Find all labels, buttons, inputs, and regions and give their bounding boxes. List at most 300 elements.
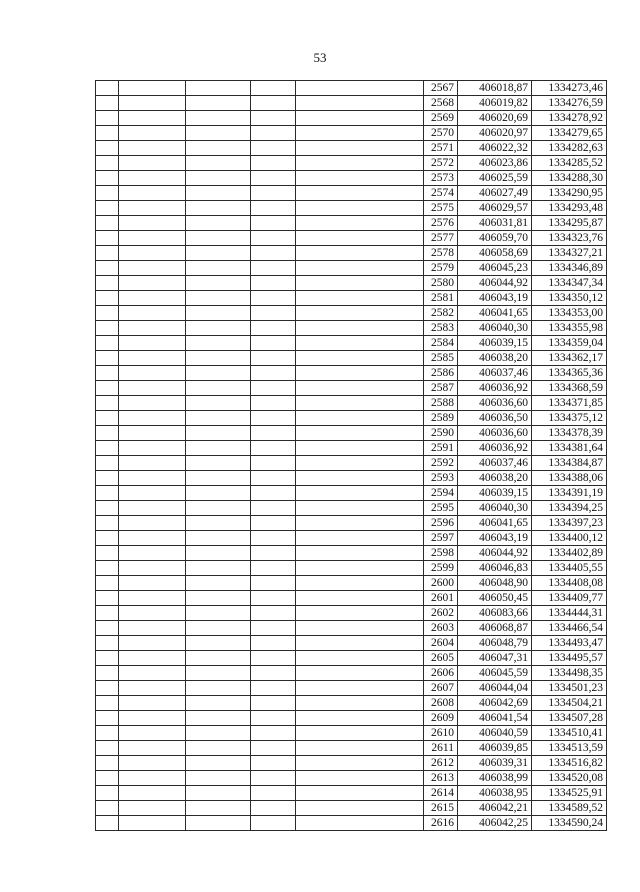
empty-cell [186, 621, 251, 636]
x-coordinate-cell: 406047,31 [458, 651, 532, 666]
empty-cell [296, 531, 424, 546]
x-coordinate-cell: 406036,60 [458, 396, 532, 411]
table-row [96, 726, 607, 741]
table-row [96, 741, 607, 756]
empty-cell [96, 756, 119, 771]
empty-cell [96, 576, 119, 591]
table-row [96, 531, 607, 546]
point-number-cell: 2593 [424, 471, 458, 486]
empty-cell [251, 441, 296, 456]
x-coordinate-cell: 406036,92 [458, 441, 532, 456]
table-row [96, 576, 607, 591]
empty-cell [251, 471, 296, 486]
empty-cell [296, 726, 424, 741]
empty-cell [96, 726, 119, 741]
y-coordinate-cell: 1334384,87 [532, 456, 607, 471]
y-coordinate-cell: 1334388,06 [532, 471, 607, 486]
empty-cell [186, 231, 251, 246]
empty-cell [96, 306, 119, 321]
point-number-cell: 2580 [424, 276, 458, 291]
empty-cell [96, 111, 119, 126]
y-coordinate-cell: 1334273,46 [532, 81, 607, 96]
empty-cell [96, 441, 119, 456]
empty-cell [251, 261, 296, 276]
empty-cell [296, 426, 424, 441]
point-number-cell: 2574 [424, 186, 458, 201]
point-number-cell: 2584 [424, 336, 458, 351]
empty-cell [251, 546, 296, 561]
empty-cell [119, 501, 186, 516]
empty-cell [119, 291, 186, 306]
empty-cell [186, 486, 251, 501]
y-coordinate-cell: 1334444,31 [532, 606, 607, 621]
y-coordinate-cell: 1334288,30 [532, 171, 607, 186]
empty-cell [119, 486, 186, 501]
y-coordinate-cell: 1334507,28 [532, 711, 607, 726]
empty-cell [96, 411, 119, 426]
x-coordinate-cell: 406048,90 [458, 576, 532, 591]
empty-cell [96, 651, 119, 666]
empty-cell [296, 231, 424, 246]
x-coordinate-cell: 406036,92 [458, 381, 532, 396]
point-number-cell: 2595 [424, 501, 458, 516]
empty-cell [251, 81, 296, 96]
y-coordinate-cell: 1334493,47 [532, 636, 607, 651]
empty-cell [296, 321, 424, 336]
x-coordinate-cell: 406018,87 [458, 81, 532, 96]
empty-cell [119, 411, 186, 426]
point-number-cell: 2609 [424, 711, 458, 726]
x-coordinate-cell: 406042,25 [458, 816, 532, 831]
x-coordinate-cell: 406042,21 [458, 801, 532, 816]
empty-cell [96, 126, 119, 141]
point-number-cell: 2612 [424, 756, 458, 771]
empty-cell [186, 771, 251, 786]
y-coordinate-cell: 1334359,04 [532, 336, 607, 351]
empty-cell [251, 141, 296, 156]
x-coordinate-cell: 406041,54 [458, 711, 532, 726]
y-coordinate-cell: 1334362,17 [532, 351, 607, 366]
empty-cell [186, 246, 251, 261]
point-number-cell: 2586 [424, 366, 458, 381]
empty-cell [186, 756, 251, 771]
table-row [96, 141, 607, 156]
empty-cell [119, 366, 186, 381]
empty-cell [119, 561, 186, 576]
point-number-cell: 2578 [424, 246, 458, 261]
y-coordinate-cell: 1334346,89 [532, 261, 607, 276]
empty-cell [251, 531, 296, 546]
y-coordinate-cell: 1334381,64 [532, 441, 607, 456]
empty-cell [296, 606, 424, 621]
table-row [96, 591, 607, 606]
point-number-cell: 2591 [424, 441, 458, 456]
x-coordinate-cell: 406040,30 [458, 321, 532, 336]
y-coordinate-cell: 1334350,12 [532, 291, 607, 306]
empty-cell [251, 561, 296, 576]
table-row [96, 636, 607, 651]
empty-cell [251, 741, 296, 756]
empty-cell [186, 411, 251, 426]
x-coordinate-cell: 406044,04 [458, 681, 532, 696]
x-coordinate-cell: 406037,46 [458, 366, 532, 381]
empty-cell [251, 756, 296, 771]
x-coordinate-cell: 406025,59 [458, 171, 532, 186]
empty-cell [119, 636, 186, 651]
empty-cell [296, 156, 424, 171]
empty-cell [251, 516, 296, 531]
empty-cell [186, 711, 251, 726]
y-coordinate-cell: 1334589,52 [532, 801, 607, 816]
empty-cell [186, 156, 251, 171]
y-coordinate-cell: 1334510,41 [532, 726, 607, 741]
empty-cell [96, 216, 119, 231]
empty-cell [119, 156, 186, 171]
empty-cell [251, 576, 296, 591]
y-coordinate-cell: 1334278,92 [532, 111, 607, 126]
empty-cell [296, 141, 424, 156]
point-number-cell: 2600 [424, 576, 458, 591]
empty-cell [251, 606, 296, 621]
point-number-cell: 2604 [424, 636, 458, 651]
empty-cell [186, 606, 251, 621]
empty-cell [96, 666, 119, 681]
x-coordinate-cell: 406045,59 [458, 666, 532, 681]
x-coordinate-cell: 406036,50 [458, 411, 532, 426]
empty-cell [119, 756, 186, 771]
empty-cell [296, 621, 424, 636]
empty-cell [296, 486, 424, 501]
x-coordinate-cell: 406044,92 [458, 276, 532, 291]
empty-cell [96, 696, 119, 711]
empty-cell [296, 756, 424, 771]
empty-cell [251, 771, 296, 786]
x-coordinate-cell: 406022,32 [458, 141, 532, 156]
empty-cell [251, 381, 296, 396]
point-number-cell: 2594 [424, 486, 458, 501]
empty-cell [186, 426, 251, 441]
empty-cell [186, 96, 251, 111]
empty-cell [119, 306, 186, 321]
empty-cell [96, 801, 119, 816]
table-row [96, 306, 607, 321]
empty-cell [251, 591, 296, 606]
point-number-cell: 2585 [424, 351, 458, 366]
empty-cell [96, 381, 119, 396]
point-number-cell: 2597 [424, 531, 458, 546]
empty-cell [119, 696, 186, 711]
table-row [96, 681, 607, 696]
empty-cell [186, 216, 251, 231]
point-number-cell: 2601 [424, 591, 458, 606]
page-number: 53 [313, 50, 327, 65]
point-number-cell: 2581 [424, 291, 458, 306]
empty-cell [186, 336, 251, 351]
point-number-cell: 2569 [424, 111, 458, 126]
x-coordinate-cell: 406046,83 [458, 561, 532, 576]
point-number-cell: 2572 [424, 156, 458, 171]
empty-cell [119, 321, 186, 336]
empty-cell [251, 501, 296, 516]
empty-cell [296, 516, 424, 531]
x-coordinate-cell: 406044,92 [458, 546, 532, 561]
empty-cell [251, 291, 296, 306]
table-row [96, 96, 607, 111]
x-coordinate-cell: 406040,59 [458, 726, 532, 741]
empty-cell [296, 201, 424, 216]
empty-cell [251, 336, 296, 351]
empty-cell [251, 216, 296, 231]
empty-cell [96, 276, 119, 291]
point-number-cell: 2596 [424, 516, 458, 531]
y-coordinate-cell: 1334402,89 [532, 546, 607, 561]
empty-cell [96, 816, 119, 831]
empty-cell [96, 171, 119, 186]
empty-cell [119, 816, 186, 831]
x-coordinate-cell: 406038,95 [458, 786, 532, 801]
empty-cell [119, 351, 186, 366]
empty-cell [251, 711, 296, 726]
empty-cell [296, 681, 424, 696]
empty-cell [186, 546, 251, 561]
table-row [96, 651, 607, 666]
x-coordinate-cell: 406029,57 [458, 201, 532, 216]
point-number-cell: 2592 [424, 456, 458, 471]
x-coordinate-cell: 406058,69 [458, 246, 532, 261]
table-row [96, 111, 607, 126]
empty-cell [119, 456, 186, 471]
empty-cell [96, 516, 119, 531]
y-coordinate-cell: 1334525,91 [532, 786, 607, 801]
empty-cell [296, 111, 424, 126]
empty-cell [251, 186, 296, 201]
empty-cell [296, 471, 424, 486]
empty-cell [251, 246, 296, 261]
table-row [96, 126, 607, 141]
y-coordinate-cell: 1334498,35 [532, 666, 607, 681]
x-coordinate-cell: 406083,66 [458, 606, 532, 621]
point-number-cell: 2605 [424, 651, 458, 666]
table-row [96, 816, 607, 831]
empty-cell [186, 816, 251, 831]
empty-cell [296, 666, 424, 681]
empty-cell [186, 516, 251, 531]
coordinates-table [95, 80, 607, 831]
point-number-cell: 2588 [424, 396, 458, 411]
x-coordinate-cell: 406038,20 [458, 351, 532, 366]
x-coordinate-cell: 406041,65 [458, 306, 532, 321]
point-number-cell: 2599 [424, 561, 458, 576]
table-row [96, 801, 607, 816]
empty-cell [96, 186, 119, 201]
empty-cell [251, 306, 296, 321]
table-row [96, 201, 607, 216]
empty-cell [296, 801, 424, 816]
empty-cell [119, 546, 186, 561]
y-coordinate-cell: 1334327,21 [532, 246, 607, 261]
x-coordinate-cell: 406068,87 [458, 621, 532, 636]
empty-cell [119, 441, 186, 456]
empty-cell [96, 771, 119, 786]
empty-cell [296, 771, 424, 786]
point-number-cell: 2607 [424, 681, 458, 696]
empty-cell [186, 396, 251, 411]
empty-cell [186, 681, 251, 696]
empty-cell [119, 771, 186, 786]
y-coordinate-cell: 1334400,12 [532, 531, 607, 546]
empty-cell [186, 696, 251, 711]
empty-cell [251, 486, 296, 501]
empty-cell [119, 186, 186, 201]
empty-cell [251, 786, 296, 801]
y-coordinate-cell: 1334397,23 [532, 516, 607, 531]
x-coordinate-cell: 406043,19 [458, 531, 532, 546]
point-number-cell: 2615 [424, 801, 458, 816]
y-coordinate-cell: 1334371,85 [532, 396, 607, 411]
table-row [96, 351, 607, 366]
empty-cell [296, 636, 424, 651]
y-coordinate-cell: 1334516,82 [532, 756, 607, 771]
empty-cell [119, 801, 186, 816]
table-row [96, 186, 607, 201]
empty-cell [119, 786, 186, 801]
empty-cell [251, 321, 296, 336]
empty-cell [96, 336, 119, 351]
empty-cell [186, 561, 251, 576]
table-row [96, 426, 607, 441]
empty-cell [296, 261, 424, 276]
table-row [96, 171, 607, 186]
empty-cell [96, 711, 119, 726]
x-coordinate-cell: 406020,69 [458, 111, 532, 126]
x-coordinate-cell: 406042,69 [458, 696, 532, 711]
point-number-cell: 2577 [424, 231, 458, 246]
y-coordinate-cell: 1334590,24 [532, 816, 607, 831]
table-row [96, 471, 607, 486]
empty-cell [119, 231, 186, 246]
empty-cell [186, 666, 251, 681]
empty-cell [96, 501, 119, 516]
x-coordinate-cell: 406023,86 [458, 156, 532, 171]
point-number-cell: 2570 [424, 126, 458, 141]
table-row [96, 606, 607, 621]
empty-cell [186, 111, 251, 126]
empty-cell [119, 666, 186, 681]
empty-cell [251, 726, 296, 741]
empty-cell [186, 651, 251, 666]
empty-cell [186, 306, 251, 321]
point-number-cell: 2575 [424, 201, 458, 216]
point-number-cell: 2608 [424, 696, 458, 711]
empty-cell [296, 96, 424, 111]
x-coordinate-cell: 406036,60 [458, 426, 532, 441]
empty-cell [186, 456, 251, 471]
table-row [96, 396, 607, 411]
empty-cell [119, 381, 186, 396]
empty-cell [119, 336, 186, 351]
y-coordinate-cell: 1334409,77 [532, 591, 607, 606]
empty-cell [296, 576, 424, 591]
empty-cell [251, 111, 296, 126]
point-number-cell: 2567 [424, 81, 458, 96]
table-row [96, 771, 607, 786]
empty-cell [251, 456, 296, 471]
empty-cell [296, 351, 424, 366]
point-number-cell: 2602 [424, 606, 458, 621]
empty-cell [119, 471, 186, 486]
empty-cell [296, 741, 424, 756]
point-number-cell: 2576 [424, 216, 458, 231]
empty-cell [296, 81, 424, 96]
x-coordinate-cell: 406020,97 [458, 126, 532, 141]
empty-cell [296, 306, 424, 321]
table-row [96, 561, 607, 576]
empty-cell [119, 396, 186, 411]
empty-cell [296, 816, 424, 831]
empty-cell [119, 276, 186, 291]
empty-cell [119, 426, 186, 441]
table-row [96, 291, 607, 306]
empty-cell [96, 156, 119, 171]
point-number-cell: 2568 [424, 96, 458, 111]
point-number-cell: 2573 [424, 171, 458, 186]
y-coordinate-cell: 1334276,59 [532, 96, 607, 111]
empty-cell [296, 456, 424, 471]
table-row [96, 696, 607, 711]
x-coordinate-cell: 406038,99 [458, 771, 532, 786]
empty-cell [251, 651, 296, 666]
empty-cell [119, 96, 186, 111]
empty-cell [186, 321, 251, 336]
table-row [96, 546, 607, 561]
table-row [96, 666, 607, 681]
y-coordinate-cell: 1334495,57 [532, 651, 607, 666]
table-row [96, 486, 607, 501]
empty-cell [251, 96, 296, 111]
table-row [96, 756, 607, 771]
y-coordinate-cell: 1334355,98 [532, 321, 607, 336]
empty-cell [96, 246, 119, 261]
x-coordinate-cell: 406059,70 [458, 231, 532, 246]
x-coordinate-cell: 406039,15 [458, 486, 532, 501]
y-coordinate-cell: 1334466,54 [532, 621, 607, 636]
table-row [96, 501, 607, 516]
empty-cell [296, 786, 424, 801]
y-coordinate-cell: 1334282,63 [532, 141, 607, 156]
empty-cell [119, 81, 186, 96]
table-row [96, 411, 607, 426]
empty-cell [119, 576, 186, 591]
y-coordinate-cell: 1334323,76 [532, 231, 607, 246]
empty-cell [296, 336, 424, 351]
y-coordinate-cell: 1334290,95 [532, 186, 607, 201]
y-coordinate-cell: 1334405,55 [532, 561, 607, 576]
empty-cell [186, 531, 251, 546]
empty-cell [186, 501, 251, 516]
point-number-cell: 2582 [424, 306, 458, 321]
empty-cell [251, 621, 296, 636]
empty-cell [251, 666, 296, 681]
table-row [96, 81, 607, 96]
table-body [96, 81, 607, 831]
x-coordinate-cell: 406038,20 [458, 471, 532, 486]
y-coordinate-cell: 1334501,23 [532, 681, 607, 696]
empty-cell [186, 201, 251, 216]
empty-cell [251, 231, 296, 246]
empty-cell [251, 426, 296, 441]
table-row [96, 216, 607, 231]
empty-cell [96, 591, 119, 606]
